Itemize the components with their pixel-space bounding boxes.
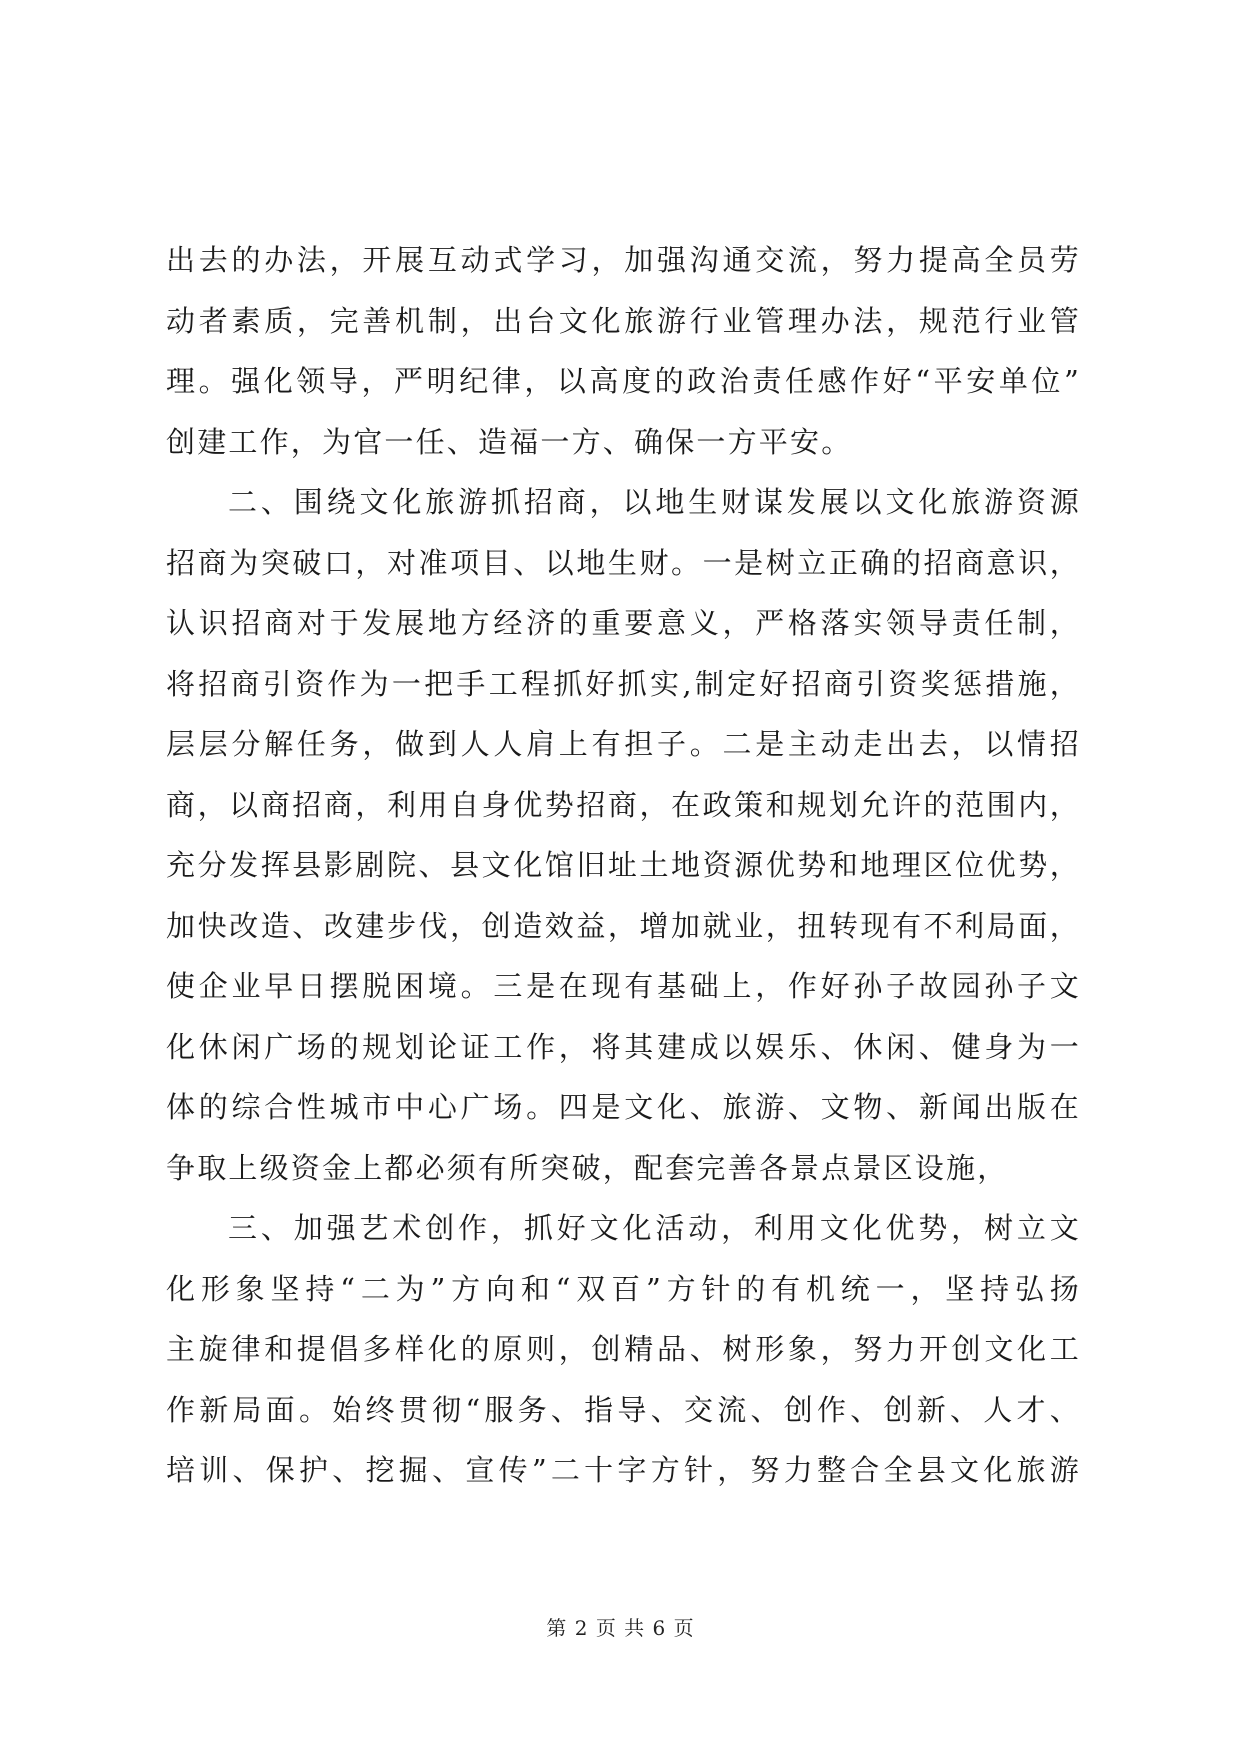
text-line: 招商为突破口，对准项目、以地生财。一是树立正确的招商意识， <box>166 545 1081 580</box>
text-line: 出去的办法，开展互动式学习，加强沟通交流，努力提高全员劳 <box>166 243 1081 277</box>
text-line: 层层分解任务，做到人人肩上有担子。二是主动走出去，以情招 <box>166 727 1081 761</box>
text-line: 动者素质，完善机制，出台文化旅游行业管理办法，规范行业管 <box>166 303 1081 338</box>
text-line: 加快改造、改建步伐，创造效益，增加就业，扭转现有不利局面， <box>166 908 1081 943</box>
page-number-footer: 第 2 页 共 6 页 <box>546 1616 695 1640</box>
text-line: 使企业早日摆脱困境。三是在现有基础上，作好孙子故园孙子文 <box>166 969 1081 1003</box>
text-line: 充分发挥县影剧院、县文化馆旧址土地资源优势和地理区位优势， <box>166 848 1081 882</box>
text-line: 作新局面。始终贯彻“服务、指导、交流、创作、创新、人才、 <box>166 1392 1081 1427</box>
body-text <box>166 230 1081 1501</box>
text-line: 主旋律和提倡多样化的原则，创精品、树形象，努力开创文化工 <box>166 1332 1081 1366</box>
text-line: 争取上级资金上都必须有所突破，配套完善各景点景区设施， <box>166 1150 1009 1185</box>
text-line: 认识招商对于发展地方经济的重要意义，严格落实领导责任制， <box>166 606 1081 640</box>
section-heading-line: 三、加强艺术创作，抓好文化活动，利用文化优势，树立文 <box>228 1211 1081 1245</box>
text-line: 理。强化领导，严明纪律，以高度的政治责任感作好“平安单位” <box>166 364 1081 398</box>
text-line: 化休闲广场的规划论证工作，将其建成以娱乐、休闲、健身为一 <box>166 1029 1081 1064</box>
section-heading-line: 二、围绕文化旅游抓招商，以地生财谋发展以文化旅游资源 <box>228 485 1081 519</box>
text-line: 化形象坚持“二为”方向和“双百”方针的有机统一，坚持弘扬 <box>166 1271 1081 1306</box>
text-line: 创建工作，为官一任、造福一方、确保一方平安。 <box>166 424 853 459</box>
text-line: 体的综合性城市中心广场。四是文化、旅游、文物、新闻出版在 <box>166 1090 1081 1124</box>
text-line: 培训、保护、挖掘、宣传”二十字方针，努力整合全县文化旅游 <box>166 1453 1081 1487</box>
text-line: 商，以商招商，利用自身优势招商，在政策和规划允许的范围内， <box>166 787 1081 822</box>
text-line: 将招商引资作为一把手工程抓好抓实,制定好招商引资奖惩措施， <box>166 666 1081 701</box>
